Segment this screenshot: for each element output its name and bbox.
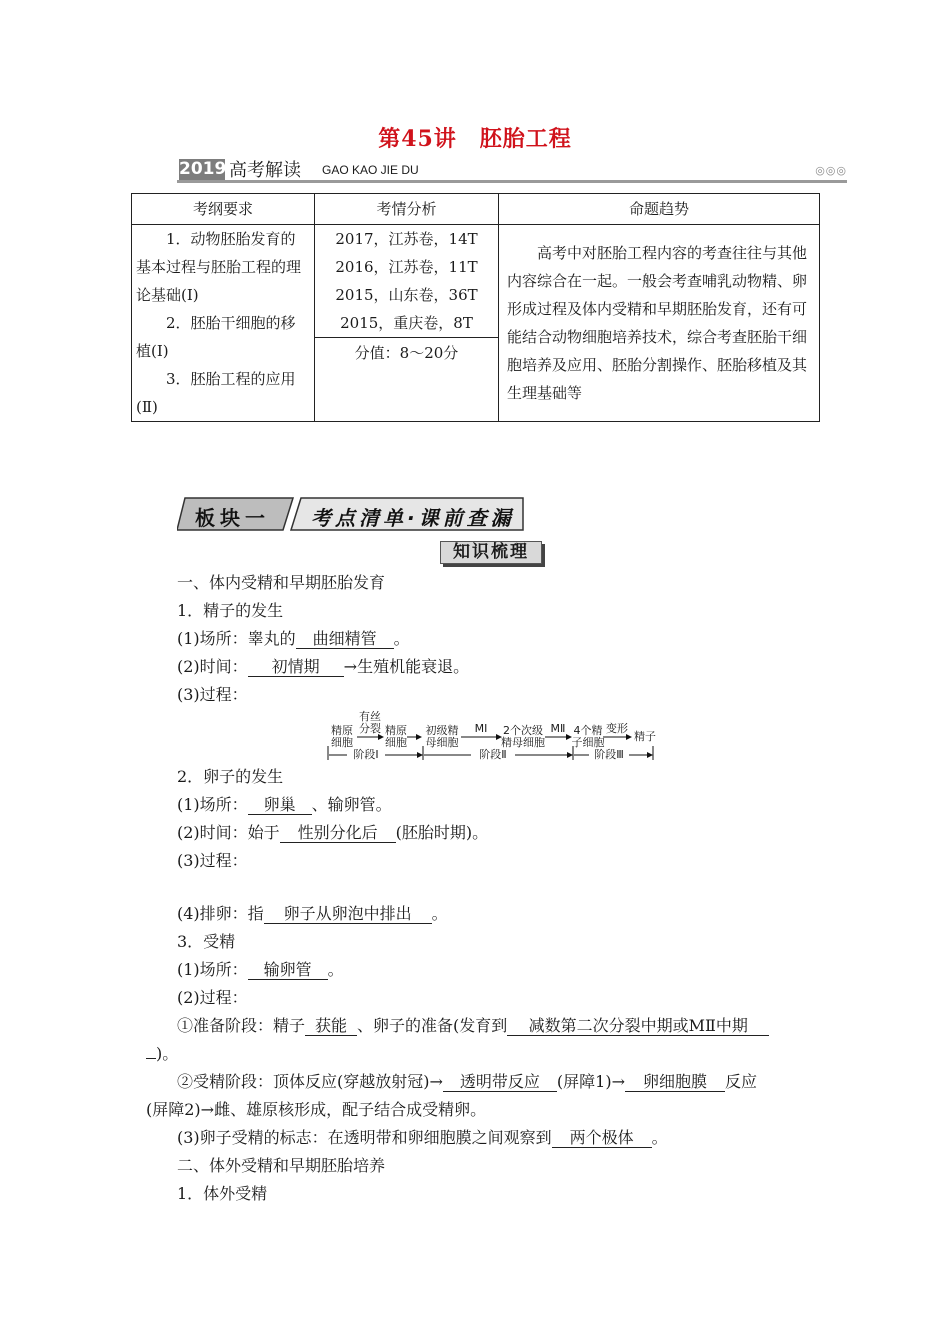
- arrow-label: MⅡ: [550, 722, 566, 735]
- analysis-cell: [315, 225, 499, 422]
- fill-blank: 卵细胞膜: [625, 1073, 725, 1092]
- banner-year: 2019: [179, 159, 227, 179]
- text: 反应: [724, 1072, 757, 1091]
- text: )。: [156, 1044, 179, 1063]
- fill-blank: 减数第二次分裂中期或MⅡ中期: [507, 1017, 769, 1036]
- text: (屏障1)→: [556, 1072, 625, 1091]
- table-header-row: [132, 194, 820, 225]
- text-line: [177, 629, 410, 649]
- text-line: [177, 657, 469, 677]
- fill-blank: 获能: [305, 1017, 357, 1036]
- cell-label: [327, 725, 357, 749]
- section-header: [177, 496, 577, 532]
- text: 2个次级: [503, 724, 543, 737]
- sperm-process-diagram: [327, 710, 657, 763]
- text: ②受精阶段：顶体反应(穿越放射冠)→: [177, 1072, 443, 1091]
- text: (1)场所：: [177, 795, 248, 814]
- requirement-item: 1．动物胚胎发育的基本过程与胚胎工程的理论基础(Ⅰ): [136, 230, 302, 304]
- requirement-item: 3．胚胎工程的应用(Ⅱ): [136, 370, 296, 416]
- text: 初级精: [425, 724, 459, 737]
- text: 分裂: [359, 722, 381, 735]
- fill-blank: 性别分化后: [280, 824, 396, 843]
- text: 细胞: [385, 736, 407, 749]
- text: (1)场所：睾丸的: [177, 629, 296, 648]
- fill-blank: 初情期: [248, 658, 344, 677]
- table-header: 考情分析: [315, 194, 499, 225]
- arrow-label: [357, 711, 383, 735]
- table-row: [132, 225, 820, 422]
- text: 精原: [331, 724, 353, 737]
- text-line: [177, 823, 488, 843]
- subheading: 1．精子的发生: [177, 601, 284, 620]
- text: 、输卵管。: [311, 795, 392, 814]
- trend-cell: [499, 225, 820, 422]
- cell-label: 精子: [634, 730, 656, 743]
- text: 子细胞: [571, 736, 605, 749]
- heading: 二、体外受精和早期胚胎培养: [177, 1156, 386, 1175]
- exam-record: 2016，江苏卷，11T: [335, 258, 478, 276]
- text-line: (2)过程：: [177, 988, 248, 1007]
- heading: 一、体内受精和早期胚胎发育: [177, 573, 386, 592]
- banner-title: 高考解读: [229, 160, 301, 181]
- requirements-cell: [132, 225, 315, 422]
- text-line: [177, 1128, 668, 1148]
- requirement-item: 2．胚胎干细胞的移植(Ⅰ): [136, 314, 296, 360]
- banner-dots-icon: ◎◎◎: [815, 164, 847, 177]
- cell-label: [421, 725, 463, 749]
- exam-records: [315, 225, 498, 338]
- stage-label: 阶段Ⅰ: [347, 749, 385, 761]
- cell-label: [499, 725, 547, 749]
- fill-blank-tail: [146, 1058, 156, 1059]
- text: (胚胎时期)。: [395, 823, 489, 842]
- trend-text: 高考中对胚胎工程内容的考查往往与其他内容综合在一起。一般会考查哺乳动物精、卵形成过程及体内受精和早期胚胎发育，还有可能结合动物细胞培养技术，综合考查胚胎干细胞培养及应用、胚胎分割操作、胚胎移植及其生理基础等: [507, 244, 808, 402]
- text: (4)排卵：指: [177, 904, 264, 923]
- score-range: 分值：8～20分: [354, 344, 459, 362]
- text: 、卵子的准备(发育到: [357, 1016, 508, 1035]
- subheading: 3．受精: [177, 932, 236, 951]
- text: (3)卵子受精的标志：在透明带和卵细胞膜之间观察到: [177, 1128, 552, 1147]
- text-line: [177, 795, 392, 815]
- text-line: (3)过程：: [177, 685, 248, 704]
- text: 。: [327, 960, 344, 979]
- page-title: 第45讲 胚胎工程: [378, 126, 572, 152]
- text-line: (3)过程：: [177, 851, 248, 870]
- exam-banner: [177, 158, 847, 186]
- text: 精原: [385, 724, 407, 737]
- text: (2)时间：始于: [177, 823, 280, 842]
- tag-label: 知识梳理: [453, 542, 529, 562]
- table-header: 考纲要求: [132, 194, 315, 225]
- arrow-label: MⅠ: [474, 722, 488, 735]
- section-part: 板块一: [195, 506, 270, 530]
- subheading: 2．卵子的发生: [177, 767, 284, 786]
- text: (1)场所：: [177, 960, 248, 979]
- exam-record: 2015，山东卷，36T: [335, 286, 478, 304]
- text: 。: [393, 629, 410, 648]
- fill-blank: 卵子从卵泡中排出: [264, 905, 432, 924]
- text-line: [146, 1044, 178, 1064]
- stage-label: 阶段Ⅱ: [471, 749, 515, 761]
- exam-record: 2015，重庆卷，8T: [340, 314, 473, 332]
- exam-requirements-table: [131, 193, 820, 422]
- knowledge-tag: [440, 541, 544, 564]
- text-line: [177, 960, 344, 980]
- arrow-label: 变形: [606, 722, 628, 735]
- exam-record: 2017，江苏卷，14T: [335, 230, 478, 248]
- cell-label: [383, 725, 409, 749]
- text: 母细胞: [425, 736, 459, 749]
- banner-english: GAO KAO JIE DU: [322, 163, 419, 177]
- fill-blank: 输卵管: [248, 961, 328, 980]
- fill-blank: 两个极体: [552, 1129, 652, 1148]
- subheading: 1．体外受精: [177, 1184, 268, 1203]
- table-header: 命题趋势: [499, 194, 820, 225]
- text: 4个精: [573, 724, 603, 737]
- stage-label: 阶段Ⅲ: [589, 749, 629, 761]
- fill-blank: 卵巢: [248, 796, 312, 815]
- text-line: (屏障2)→雌、雄原核形成，配子结合成受精卵。: [146, 1100, 487, 1119]
- text-line: [177, 1016, 769, 1036]
- text: (2)时间：: [177, 657, 248, 676]
- text: 。: [651, 1128, 668, 1147]
- text: ①准备阶段：精子: [177, 1016, 306, 1035]
- text: 有丝: [359, 710, 381, 723]
- text: 精母细胞: [501, 736, 545, 749]
- fill-blank: 透明带反应: [443, 1073, 557, 1092]
- fill-blank: 曲细精管: [296, 630, 394, 649]
- section-name: 考点清单·课前查漏: [311, 506, 515, 530]
- text: 细胞: [331, 736, 353, 749]
- text-line: [177, 1072, 757, 1092]
- cell-label: [571, 725, 605, 749]
- text: →生殖机能衰退。: [343, 657, 470, 676]
- text: 。: [431, 904, 448, 923]
- text-line: [177, 904, 448, 924]
